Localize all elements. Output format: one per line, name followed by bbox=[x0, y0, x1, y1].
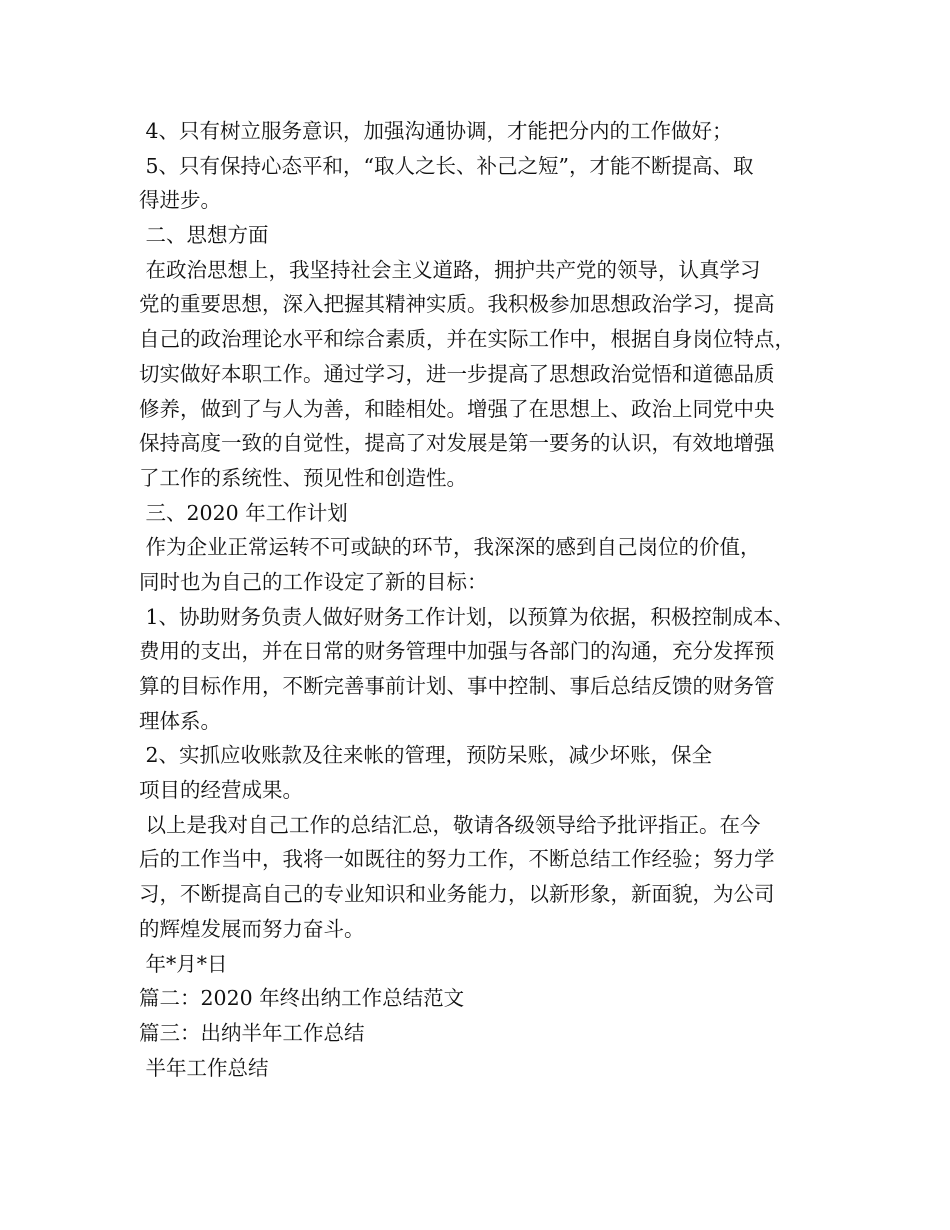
date-line: 年*月*日 bbox=[139, 951, 228, 976]
section-heading: 二、思想方面 bbox=[139, 223, 269, 248]
text-line: 修养，做到了与人为善，和睦相处。增强了在思想上、政治上同党中央 bbox=[139, 396, 775, 421]
text-line: 算的目标作用，不断完善事前计划、事中控制、事后总结反馈的财务管 bbox=[139, 674, 775, 698]
text-line: 切实做好本职工作。通过学习，进一步提高了思想政治觉悟和道德品质 bbox=[139, 361, 775, 386]
text-line: 以上是我对自己工作的总结汇总，敬请各级领导给予批评指正。在今 bbox=[139, 812, 761, 837]
text-line: 党的重要思想，深入把握其精神实质。我积极参加思想政治学习，提高 bbox=[139, 292, 775, 317]
text-line: 的辉煌发展而努力奋斗。 bbox=[139, 916, 365, 941]
text-line: 得进步。 bbox=[139, 188, 221, 213]
text-line: 自己的政治理论水平和综合素质，并在实际工作中，根据自身岗位特点， bbox=[139, 327, 795, 352]
text-line: 1、协助财务负责人做好财务工作计划，以预算为依据，积极控制成本、 bbox=[139, 604, 795, 629]
text-line: 4、只有树立服务意识，加强沟通协调，才能把分内的工作做好； bbox=[139, 119, 733, 143]
text-line: 理体系。 bbox=[139, 708, 221, 733]
text-line: 费用的支出，并在日常的财务管理中加强与各部门的沟通，充分发挥预 bbox=[139, 639, 775, 664]
text-line: 后的工作当中，我将一如既往的努力工作，不断总结工作经验；努力学 bbox=[139, 847, 775, 872]
text-line: 作为企业正常运转不可或缺的环节，我深深的感到自己岗位的价值， bbox=[139, 535, 761, 560]
article-title: 篇三：出纳半年工作总结 bbox=[139, 1020, 365, 1045]
text-line: 5、只有保持心态平和，“取人之长、补己之短”，才能不断提高、取 bbox=[139, 153, 754, 178]
article-heading: 半年工作总结 bbox=[139, 1055, 269, 1080]
text-line: 项目的经营成果。 bbox=[139, 778, 303, 803]
text-line: 同时也为自己的工作设定了新的目标： bbox=[139, 569, 488, 594]
text-line: 在政治思想上，我坚持社会主义道路，拥护共产党的领导，认真学习 bbox=[139, 257, 761, 282]
document-body bbox=[139, 114, 829, 1085]
section-heading: 三、2020 年工作计划 bbox=[139, 500, 348, 525]
article-title: 篇二：2020 年终出纳工作总结范文 bbox=[139, 986, 465, 1011]
text-line: 2、实抓应收账款及往来帐的管理，预防呆账，减少坏账，保全 bbox=[139, 743, 713, 768]
text-line: 习，不断提高自己的专业知识和业务能力，以新形象，新面貌，为公司 bbox=[139, 882, 775, 907]
text-line: 了工作的系统性、预见性和创造性。 bbox=[139, 465, 467, 490]
text-line: 保持高度一致的自觉性，提高了对发展是第一要务的认识，有效地增强 bbox=[139, 431, 775, 456]
